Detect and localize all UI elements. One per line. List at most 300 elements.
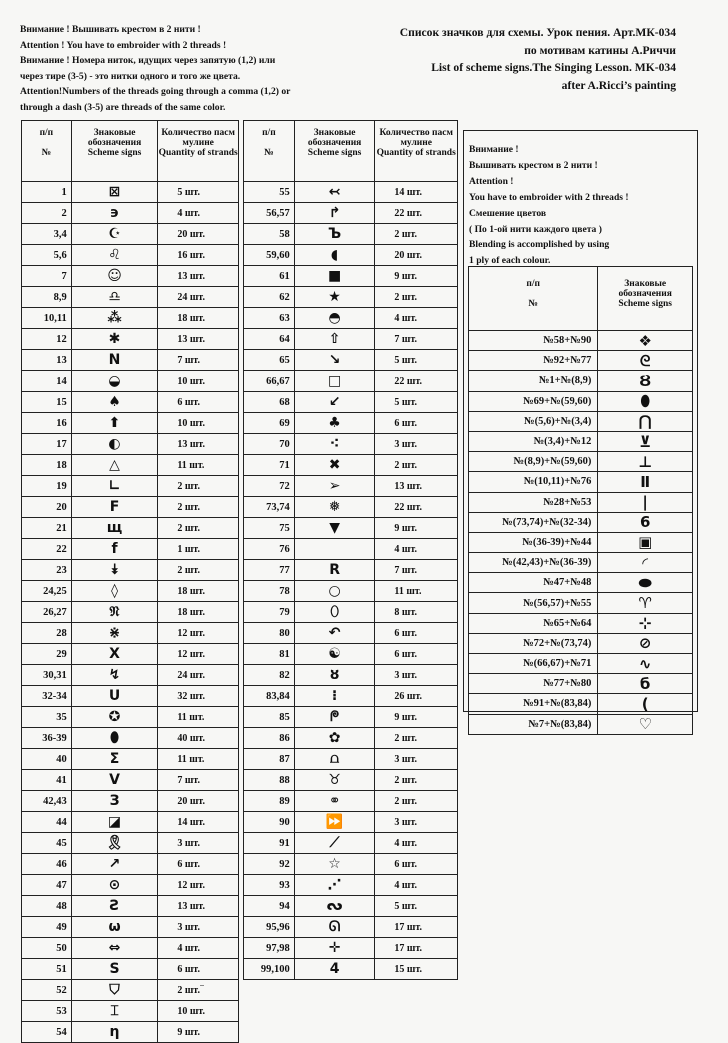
scheme-sign-icon: △ xyxy=(71,455,158,476)
thread-number: 47 xyxy=(22,875,72,896)
thread-number: 69 xyxy=(244,413,295,434)
scheme-sign-icon: ⏩ xyxy=(294,812,375,833)
scheme-sign-icon: ○ xyxy=(294,581,375,602)
blend-note-line: Внимание ! xyxy=(469,144,519,155)
strand-quantity: 7 шт. xyxy=(375,329,458,350)
title-line-en: after A.Ricci’s painting xyxy=(561,78,676,92)
strand-quantity: 2 шт. xyxy=(158,980,239,1001)
thread-number: 97,98 xyxy=(244,938,295,959)
table-row xyxy=(469,492,693,512)
strand-quantity: 2 шт. xyxy=(158,560,239,581)
thread-number: 49 xyxy=(22,917,72,938)
scheme-sign-icon: ♎ xyxy=(71,287,158,308)
table-row xyxy=(22,581,239,602)
blend-note-line: Blending is accomplished by using xyxy=(469,239,610,251)
scheme-sign-icon: Σ xyxy=(71,749,158,770)
scheme-sign-icon: б xyxy=(598,674,693,694)
thread-number: 58 xyxy=(244,224,295,245)
scheme-sign-icon: V xyxy=(71,770,158,791)
scheme-sign-icon: ⟋ xyxy=(294,833,375,854)
table-row xyxy=(22,959,239,980)
thread-blend: №65+№64 xyxy=(469,613,598,633)
scheme-sign-icon: ⩍ xyxy=(294,749,375,770)
blend-note-line: 1 ply of each colour. xyxy=(469,255,551,267)
scheme-sign-icon: Ⅱ xyxy=(598,472,693,492)
thread-number: 90 xyxy=(244,812,295,833)
scheme-sign-icon: ◖ xyxy=(294,245,375,266)
strand-quantity: 9 шт. xyxy=(375,518,458,539)
thread-number: 5,6 xyxy=(22,245,72,266)
note-line: Attention ! You have to embroider with 2 threads ! xyxy=(20,39,227,51)
scheme-sign-icon: ⇔ xyxy=(71,938,158,959)
table-row xyxy=(244,308,458,329)
blend-note-line: ( По 1-ой нити каждого цвета ) xyxy=(469,223,602,235)
strand-quantity: 4 шт. xyxy=(375,875,458,896)
thread-number: 10,11 xyxy=(22,308,72,329)
strand-quantity: 4 шт. xyxy=(375,833,458,854)
strand-quantity: 5 шт. xyxy=(375,896,458,917)
thread-number: 56,57 xyxy=(244,203,295,224)
table-row xyxy=(244,917,458,938)
scheme-sign-icon: ↙ xyxy=(294,392,375,413)
table-row xyxy=(244,686,458,707)
scheme-sign-icon: ᘓ xyxy=(598,351,693,371)
signs-table-2-body xyxy=(244,182,458,980)
scheme-sign-icon: ◜ xyxy=(598,553,693,573)
table-row xyxy=(469,431,693,451)
strand-quantity: 40 шт. xyxy=(158,728,239,749)
table-row xyxy=(244,623,458,644)
strand-quantity: 5 шт. xyxy=(375,392,458,413)
table-row xyxy=(244,413,458,434)
scheme-sign-icon: ⌶ xyxy=(71,1001,158,1022)
note-line: Внимание ! Номера ниток, идущих через запятую (1,2) или xyxy=(20,55,276,67)
thread-number: 16 xyxy=(22,413,72,434)
scheme-sign-icon: З xyxy=(71,791,158,812)
table-row xyxy=(244,203,458,224)
strand-quantity: 2 шт. xyxy=(375,455,458,476)
strand-quantity: 18 шт. xyxy=(158,602,239,623)
scheme-sign-icon: ✛ xyxy=(294,938,375,959)
thread-number: 54 xyxy=(22,1022,72,1043)
scheme-sign-icon: R xyxy=(294,560,375,581)
blending-table xyxy=(468,266,693,735)
table-row xyxy=(244,434,458,455)
table-row xyxy=(244,224,458,245)
scheme-sign-icon: ↶ xyxy=(294,623,375,644)
strand-quantity: 3 шт. xyxy=(375,434,458,455)
table-row xyxy=(22,917,239,938)
thread-blend: №(8,9)+№(59,60) xyxy=(469,452,598,472)
signs-table-2 xyxy=(243,120,458,980)
table-row xyxy=(244,245,458,266)
table-row xyxy=(22,686,239,707)
scheme-sign-icon: ♡ xyxy=(598,714,693,734)
table-row xyxy=(22,287,239,308)
thread-blend: №(10,11)+№76 xyxy=(469,472,598,492)
thread-number: 53 xyxy=(22,1001,72,1022)
thread-number: 22 xyxy=(22,539,72,560)
scheme-sign-icon: Ȣ xyxy=(598,371,693,391)
scheme-sign-icon: 4 xyxy=(294,959,375,980)
table-row xyxy=(469,351,693,371)
thread-number: 75 xyxy=(244,518,295,539)
table-row xyxy=(469,411,693,431)
strand-quantity: 1 шт. xyxy=(158,539,239,560)
scheme-sign-icon: ✱ xyxy=(71,329,158,350)
blending-table-body xyxy=(469,331,693,735)
table-row xyxy=(22,539,239,560)
strand-quantity: 11 шт. xyxy=(158,707,239,728)
header-quantity: Количество пасм мулине Quantity of strands xyxy=(375,121,458,182)
scheme-sign-icon xyxy=(294,539,375,560)
strand-quantity: 2 шт. xyxy=(375,791,458,812)
scheme-sign-icon: Ƨ xyxy=(71,896,158,917)
strand-quantity: 14 шт. xyxy=(158,812,239,833)
scheme-sign-icon: ▼ xyxy=(294,518,375,539)
thread-number: 63 xyxy=(244,308,295,329)
table-row xyxy=(244,791,458,812)
table-row xyxy=(22,371,239,392)
table-row xyxy=(22,938,239,959)
thread-number: 51 xyxy=(22,959,72,980)
thread-number: 29 xyxy=(22,644,72,665)
scheme-sign-icon: ⬬ xyxy=(598,573,693,593)
table-row xyxy=(22,665,239,686)
table-row xyxy=(22,518,239,539)
thread-blend: №7+№(83,84) xyxy=(469,714,598,734)
scheme-sign-icon: щ xyxy=(71,518,158,539)
strand-quantity: 10 шт. xyxy=(158,371,239,392)
strand-quantity: 13 шт. xyxy=(158,329,239,350)
thread-blend: №58+№90 xyxy=(469,331,598,351)
table-row xyxy=(244,476,458,497)
strand-quantity: 18 шт. xyxy=(158,308,239,329)
table-row xyxy=(469,633,693,653)
strand-quantity: 3 шт. xyxy=(375,665,458,686)
table-row xyxy=(244,833,458,854)
table-row xyxy=(22,434,239,455)
strand-quantity: 3 шт. xyxy=(375,749,458,770)
table-row xyxy=(469,512,693,532)
strand-quantity: 24 шт. xyxy=(158,287,239,308)
strand-quantity: 2 шт. xyxy=(375,770,458,791)
scheme-sign-icon: ◐ xyxy=(71,434,158,455)
scheme-sign-icon: ⇧ xyxy=(294,329,375,350)
scheme-sign-icon: Ъ xyxy=(294,224,375,245)
thread-blend: №(42,43)+№(36-39) xyxy=(469,553,598,573)
strand-quantity: 6 шт. xyxy=(158,959,239,980)
scheme-sign-icon: ✿ xyxy=(294,728,375,749)
table-row xyxy=(244,875,458,896)
strand-quantity: 26 шт. xyxy=(375,686,458,707)
scheme-sign-icon: ᖘ xyxy=(294,707,375,728)
table-row xyxy=(22,476,239,497)
thread-number: 99,100 xyxy=(244,959,295,980)
table-row xyxy=(244,539,458,560)
header-signs: Знаковые обозначения Scheme signs xyxy=(598,267,693,331)
thread-number: 48 xyxy=(22,896,72,917)
scheme-sign-icon: ☆ xyxy=(294,854,375,875)
table-row xyxy=(22,812,239,833)
table-row xyxy=(469,371,693,391)
scheme-sign-icon: ∿ xyxy=(598,654,693,674)
strand-quantity: 22 шт. xyxy=(375,497,458,518)
thread-number: 36-39 xyxy=(22,728,72,749)
thread-number: 42,43 xyxy=(22,791,72,812)
thread-blend: №(3,4)+№12 xyxy=(469,431,598,451)
strand-quantity: 4 шт. xyxy=(375,539,458,560)
scheme-sign-icon: ⬮ xyxy=(598,391,693,411)
table-row xyxy=(22,224,239,245)
title-line-ru: по мотивам катины А.Риччи xyxy=(524,43,676,57)
thread-number: 55 xyxy=(244,182,295,203)
table-row xyxy=(22,392,239,413)
scheme-sign-icon: ȣ xyxy=(294,665,375,686)
thread-number: 89 xyxy=(244,791,295,812)
thread-number: 70 xyxy=(244,434,295,455)
strand-quantity: 6 шт. xyxy=(158,392,239,413)
strand-quantity: 24 шт. xyxy=(158,665,239,686)
strand-quantity: 16 шт. xyxy=(158,245,239,266)
thread-number: 78 xyxy=(244,581,295,602)
thread-number: 64 xyxy=(244,329,295,350)
thread-number: 1 xyxy=(22,182,72,203)
strand-quantity: 12 шт. xyxy=(158,644,239,665)
strand-quantity: 2 шт. xyxy=(158,476,239,497)
table-row xyxy=(244,392,458,413)
scheme-sign-icon: ⊹ xyxy=(598,613,693,633)
thread-number: 65 xyxy=(244,350,295,371)
scheme-sign-icon: ⚭ xyxy=(294,791,375,812)
thread-blend: №77+№80 xyxy=(469,674,598,694)
strand-quantity: 2 шт. xyxy=(375,728,458,749)
table-row xyxy=(22,203,239,224)
thread-number: 80 xyxy=(244,623,295,644)
strand-quantity: 9 шт. xyxy=(375,707,458,728)
header-number: п/п № xyxy=(244,121,295,182)
scheme-sign-icon: ✪ xyxy=(71,707,158,728)
strand-quantity: 4 шт. xyxy=(158,203,239,224)
scheme-sign-icon: ⊠ xyxy=(71,182,158,203)
thread-number: 79 xyxy=(244,602,295,623)
thread-number: 59,60 xyxy=(244,245,295,266)
table-row xyxy=(244,959,458,980)
strand-quantity: 13 шт. xyxy=(375,476,458,497)
signs-table-1 xyxy=(21,120,239,1043)
scheme-sign-icon: ◒ xyxy=(71,371,158,392)
note-line: Attention!Numbers of the threads going through a comma (1,2) or xyxy=(20,86,291,98)
scheme-sign-icon: ⁖ xyxy=(294,434,375,455)
table-row xyxy=(22,875,239,896)
scheme-sign-icon: ♌ xyxy=(71,245,158,266)
thread-blend: №(56,57)+№55 xyxy=(469,593,598,613)
table-row xyxy=(244,938,458,959)
thread-blend: №72+№(73,74) xyxy=(469,633,598,653)
blending-panel xyxy=(463,130,698,734)
table-row xyxy=(469,613,693,633)
strand-quantity: 3 шт. xyxy=(158,917,239,938)
table-row xyxy=(244,182,458,203)
thread-number: 92 xyxy=(244,854,295,875)
table-row xyxy=(244,329,458,350)
scheme-sign-icon: ■ xyxy=(294,266,375,287)
header-signs: Знаковые обозначения Scheme signs xyxy=(71,121,158,182)
header-number: п/п № xyxy=(469,267,598,331)
thread-number: 62 xyxy=(244,287,295,308)
scheme-sign-icon: ◪ xyxy=(71,812,158,833)
scheme-sign-icon: ϶ xyxy=(71,203,158,224)
table-row xyxy=(244,371,458,392)
scheme-sign-icon: □ xyxy=(294,371,375,392)
thread-number: 41 xyxy=(22,770,72,791)
table-row xyxy=(22,980,239,1001)
strand-quantity: 9 шт. xyxy=(158,1022,239,1043)
thread-blend: №47+№48 xyxy=(469,573,598,593)
thread-number: 88 xyxy=(244,770,295,791)
scheme-sign-icon: ( xyxy=(598,694,693,714)
table-row xyxy=(22,749,239,770)
thread-number: 44 xyxy=(22,812,72,833)
table-row xyxy=(469,331,693,351)
table-row xyxy=(22,707,239,728)
strand-quantity: 4 шт. xyxy=(375,308,458,329)
table-row xyxy=(244,455,458,476)
signs-table-1-body xyxy=(22,182,239,1043)
strand-quantity: 10 шт. xyxy=(158,1001,239,1022)
strand-quantity: 20 шт. xyxy=(375,245,458,266)
title-block xyxy=(400,24,676,94)
table-row xyxy=(244,854,458,875)
thread-number: 50 xyxy=(22,938,72,959)
blend-note-line: Смешение цветов xyxy=(469,207,547,219)
scheme-sign-icon: ♠ xyxy=(71,392,158,413)
table-row xyxy=(22,728,239,749)
thread-blend: №(66,67)+№71 xyxy=(469,654,598,674)
thread-number: 61 xyxy=(244,266,295,287)
strand-quantity: 20 шт. xyxy=(158,224,239,245)
thread-number: 94 xyxy=(244,896,295,917)
strand-quantity: 18 шт. xyxy=(158,581,239,602)
scheme-sign-icon: ☯ xyxy=(294,644,375,665)
thread-number: 8,9 xyxy=(22,287,72,308)
scheme-sign-icon: ⋰ xyxy=(294,875,375,896)
scheme-sign-icon: ⯯ xyxy=(71,560,158,581)
scheme-sign-icon: ⛉ xyxy=(71,980,158,1001)
page-mark xyxy=(200,985,204,986)
notes-block xyxy=(20,22,370,116)
thread-number: 7 xyxy=(22,266,72,287)
strand-quantity: 17 шт. xyxy=(375,938,458,959)
strand-quantity: 7 шт. xyxy=(158,770,239,791)
thread-number: 87 xyxy=(244,749,295,770)
thread-number: 95,96 xyxy=(244,917,295,938)
scheme-sign-icon: ☺ xyxy=(71,266,158,287)
scheme-sign-icon: ⋇ xyxy=(71,623,158,644)
table-row xyxy=(469,573,693,593)
thread-number: 76 xyxy=(244,539,295,560)
strand-quantity: 6 шт. xyxy=(375,644,458,665)
scheme-sign-icon: ω xyxy=(71,917,158,938)
scheme-sign-icon: U xyxy=(71,686,158,707)
thread-number: 73,74 xyxy=(244,497,295,518)
table-row xyxy=(244,728,458,749)
table-row xyxy=(244,602,458,623)
table-row xyxy=(22,833,239,854)
thread-number: 26,27 xyxy=(22,602,72,623)
strand-quantity: 4 шт. xyxy=(158,938,239,959)
scheme-sign-icon: ♣ xyxy=(294,413,375,434)
note-line: через тире (3-5) - это нитки одного и того же цвета. xyxy=(20,70,241,82)
table-row xyxy=(22,329,239,350)
strand-quantity: 22 шт. xyxy=(375,203,458,224)
table-row xyxy=(22,791,239,812)
blend-note-line: You have to embroider with 2 threads ! xyxy=(469,191,629,203)
table-row xyxy=(22,644,239,665)
strand-quantity: 7 шт. xyxy=(158,350,239,371)
strand-quantity: 3 шт. xyxy=(375,812,458,833)
thread-blend: №91+№(83,84) xyxy=(469,694,598,714)
table-row xyxy=(469,674,693,694)
table-row xyxy=(469,714,693,734)
table-row xyxy=(244,812,458,833)
thread-number: 28 xyxy=(22,623,72,644)
scheme-sign-icon: ᘏ xyxy=(294,917,375,938)
thread-number: 35 xyxy=(22,707,72,728)
thread-number: 18 xyxy=(22,455,72,476)
thread-number: 83,84 xyxy=(244,686,295,707)
scheme-sign-icon: ❅ xyxy=(294,497,375,518)
strand-quantity: 22 шт. xyxy=(375,371,458,392)
scheme-sign-icon: η xyxy=(71,1022,158,1043)
scheme-sign-icon: ⊥ xyxy=(598,452,693,472)
strand-quantity: 5 шт. xyxy=(158,182,239,203)
strand-quantity: 11 шт. xyxy=(375,581,458,602)
thread-number: 17 xyxy=(22,434,72,455)
scheme-sign-icon: ↢ xyxy=(294,182,375,203)
table-row xyxy=(244,644,458,665)
thread-blend: №(36-39)+№44 xyxy=(469,532,598,552)
thread-number: 24,25 xyxy=(22,581,72,602)
table-row xyxy=(469,532,693,552)
thread-number: 14 xyxy=(22,371,72,392)
table-row xyxy=(22,1022,239,1043)
scheme-sign-icon: ✖ xyxy=(294,455,375,476)
scheme-sign-icon: 🎗 xyxy=(71,833,158,854)
strand-quantity: 6 шт. xyxy=(158,854,239,875)
thread-number: 19 xyxy=(22,476,72,497)
scheme-sign-icon: | xyxy=(598,492,693,512)
strand-quantity: 12 шт. xyxy=(158,875,239,896)
strand-quantity: 17 шт. xyxy=(375,917,458,938)
strand-quantity: 2 шт. xyxy=(375,287,458,308)
table-row xyxy=(22,350,239,371)
scheme-sign-icon: ⊙ xyxy=(71,875,158,896)
thread-number: 68 xyxy=(244,392,295,413)
strand-quantity: 6 шт. xyxy=(375,413,458,434)
header-signs: Знаковые обозначения Scheme signs xyxy=(294,121,375,182)
table-row xyxy=(22,497,239,518)
strand-quantity: 3 шт. xyxy=(158,833,239,854)
table-row xyxy=(244,770,458,791)
scheme-sign-icon: ◓ xyxy=(294,308,375,329)
strand-quantity: 7 шт. xyxy=(375,560,458,581)
thread-number: 30,31 xyxy=(22,665,72,686)
table-row xyxy=(22,854,239,875)
scheme-sign-icon: ⬮ xyxy=(71,728,158,749)
table-row xyxy=(469,654,693,674)
strand-quantity: 2 шт. xyxy=(158,497,239,518)
